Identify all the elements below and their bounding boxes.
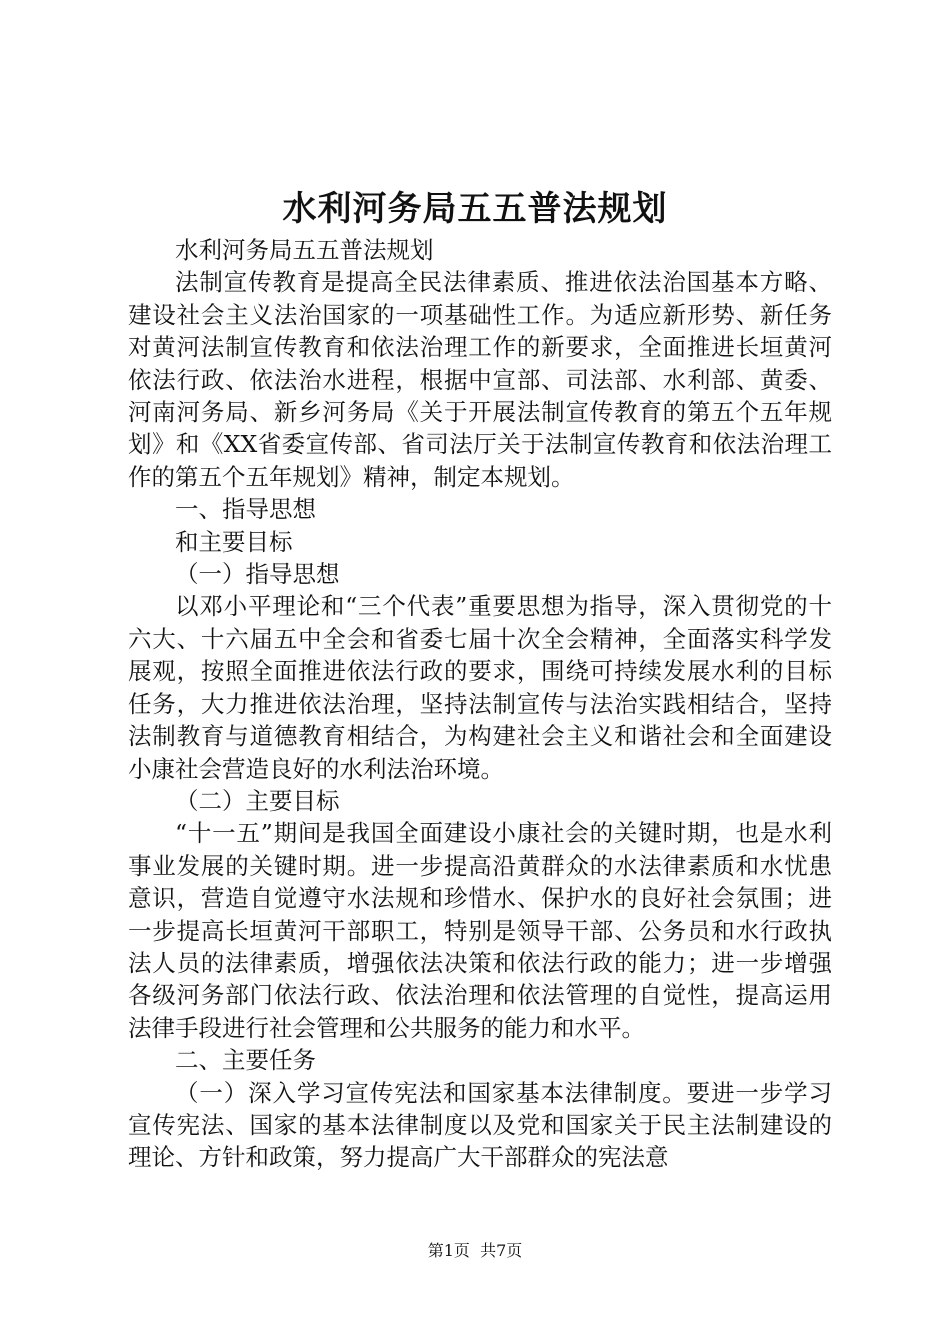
page-footer xyxy=(0,1240,950,1262)
heading-guiding-ideology: 一、指导思想 xyxy=(175,495,316,524)
page-number: 第1页 xyxy=(427,1241,470,1260)
paragraph-intro: 法制宣传教育是提高全民法律素质、推进依法治国基本方略、建设社会主义法治国家的一项基础性工作。为适应新形势、新任务对黄河法制宣传教育和依法治理工作的新要求，全面推进长垣黄河依法行政、依法治水进程，根据中宣部、司法部、水利部、黄委、河南河务局、新乡河务局《关于开展法制宣传教育的第五个五年规划》和《XX省委宣传部、省司法厅关于法制宣传教育和依法治理工作的第五个五年规划》精神，制定本规划。 xyxy=(128,268,832,491)
subheading-main-goals: （二）主要目标 xyxy=(175,786,340,815)
subheading-guiding-ideology: （一）指导思想 xyxy=(175,560,340,589)
document-body xyxy=(128,234,832,1174)
paragraph-main-goals: “十一五”期间是我国全面建设小康社会的关键时期，也是水利事业发展的关键时期。进一步提高沿黄群众的水法律素质和水忧患意识，营造自觉遵守水法规和珍惜水、保护水的良好社会氛围；进一步提高长垣黄河干部职工，特别是领导干部、公务员和水行政执法人员的法律素质，增强依法决策和依法行政的能力；进一步增强各级河务部门依法行政、依法治理和依法管理的自觉性，提高运用法律手段进行社会管理和公共服务的能力和水平。 xyxy=(128,819,832,1042)
heading-main-tasks: 二、主要任务 xyxy=(175,1046,316,1075)
paragraph-guiding-ideology: 以邓小平理论和“三个代表”重要思想为指导，深入贯彻党的十六大、十六届五中全会和省委七届十次全会精神，全面落实科学发展观，按照全面推进依法行政的要求，围绕可持续发展水利的目标任务，大力推进依法治理，坚持法制宣传与法治实践相结合，坚持法制教育与道德教育相结合，为构建社会主义和谐社会和全面建设小康社会营造良好的水利法治环境。 xyxy=(128,592,832,783)
paragraph-task-one: （一）深入学习宣传宪法和国家基本法律制度。要进一步学习宣传宪法、国家的基本法律制度以及党和国家关于民主法制建设的理论、方针和政策，努力提高广大干部群众的宪法意 xyxy=(128,1078,832,1172)
heading-main-goals: 和主要目标 xyxy=(175,527,293,556)
page-total: 共7页 xyxy=(480,1241,523,1260)
document-title: 水利河务局五五普法规划 xyxy=(282,189,668,229)
paragraph-subtitle: 水利河务局五五普法规划 xyxy=(175,236,434,264)
